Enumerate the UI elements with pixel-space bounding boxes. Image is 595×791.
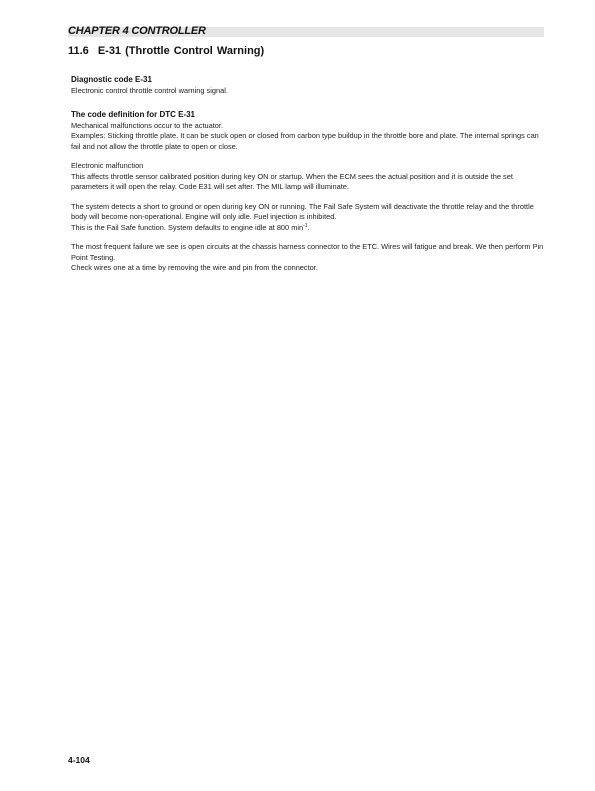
definition-heading: The code definition for DTC E-31 xyxy=(71,110,196,119)
page-number: 4-104 xyxy=(68,755,90,765)
failsafe-idle xyxy=(71,223,546,234)
section-title xyxy=(68,44,264,58)
definition-block xyxy=(71,110,546,152)
failsafe-text: The system detects a short to ground or open during key ON or running. The Fail Safe System will deactivate the throttle relay and the throttle body will become non-operational. Engine will only idle. Fuel injection is inhibited. xyxy=(71,201,534,221)
frequent-failure-text: The most frequent failure we see is open circuits at the chassis harness connector to the ETC. Wires will fatigue and break. We then perform Pin Point Testing. xyxy=(71,242,544,262)
mechanical-intro: Mechanical malfunctions occur to the actuator. xyxy=(71,120,223,130)
electronic-title: Electronic malfunction xyxy=(71,161,144,170)
failure-block xyxy=(71,242,546,274)
electronic-block xyxy=(71,161,546,193)
section-heading: E-31 (Throttle Control Warning) xyxy=(97,45,265,57)
check-wires-text: Check wires one at a time by removing the wire and pin from the connector. xyxy=(71,263,318,272)
failsafe-idle-end: . xyxy=(307,222,310,232)
diagnostic-block xyxy=(71,75,546,96)
failsafe-idle-text: This is the Fail Safe function. System defaults to engine idle at 800 min xyxy=(71,222,304,232)
electronic-text: This affects throttle sensor calibrated position during key ON or startup. When the ECM sees the actual position and it is outside the set parameters it will open the relay. Code E31 will set after. The MIL lamp will illuminate. xyxy=(71,171,513,191)
chapter-title: CHAPTER 4 CONTROLLER xyxy=(68,25,206,37)
diagnostic-text: Electronic control throttle control warning signal. xyxy=(71,85,228,95)
mechanical-examples: Examples: Sticking throttle plate. It can be stuck open or closed from carbon type buildup in the throttle bore and plate. The internal springs can fail and not allow the throttle plate to open or close. xyxy=(71,131,539,151)
section-number: 11.6 xyxy=(68,45,89,57)
failsafe-block xyxy=(71,202,546,234)
main-content xyxy=(71,75,546,283)
diagnostic-heading: Diagnostic code E-31 xyxy=(71,75,152,84)
failsafe-idle-unit-exponent: -1 xyxy=(303,222,308,229)
